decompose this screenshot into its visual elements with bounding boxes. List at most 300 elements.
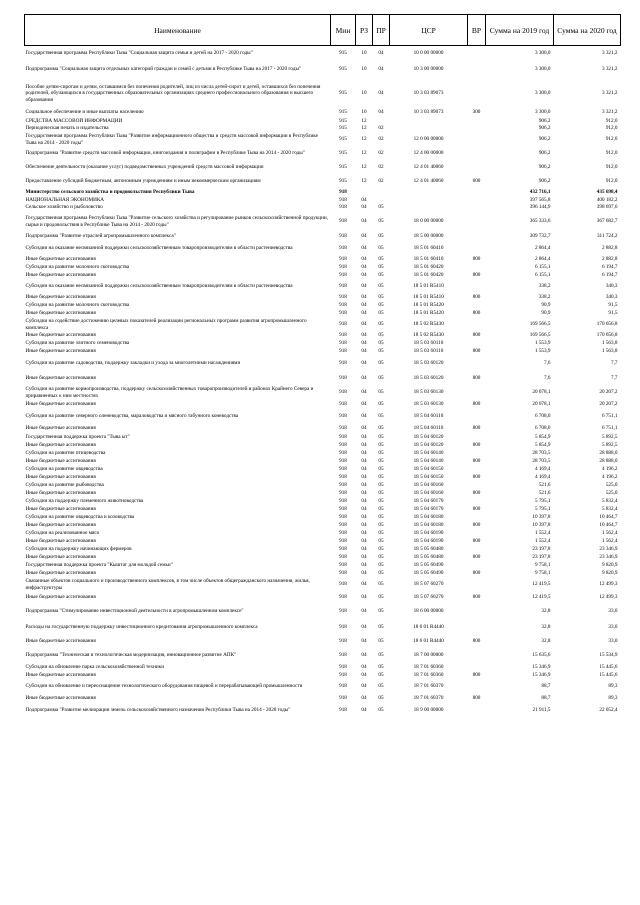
cell-sum-2020: 912,0	[605, 150, 618, 157]
cell-pr	[373, 197, 390, 204]
cell-csr: 18 7 00 00000	[413, 652, 444, 659]
cell-pr: 05	[378, 514, 384, 521]
header-csr: ЦСР	[390, 15, 468, 46]
cell-csr: 18 5 04 60110	[413, 413, 444, 420]
cell-pr: 04	[378, 49, 384, 56]
table-row	[25, 348, 621, 356]
cell-vr: 800	[472, 522, 481, 529]
cell-name: Иные бюджетные ассигнования	[25, 458, 96, 465]
cell-rz: 04	[361, 506, 367, 513]
cell-pr: 05	[378, 466, 384, 473]
cell-min: 918	[339, 283, 347, 290]
table-row	[25, 133, 621, 147]
cell-sum-2020: 10 464,7	[599, 522, 618, 529]
cell-csr: 18 5 07 60270	[413, 594, 444, 601]
cell-rz: 04	[361, 707, 367, 714]
cell-sum-2019: 6 155,1	[534, 272, 551, 279]
cell-vr: 800	[472, 442, 481, 449]
cell-vr	[468, 133, 486, 147]
cell-min: 918	[339, 389, 347, 396]
cell-rz: 04	[361, 401, 367, 408]
cell-vr	[468, 204, 486, 212]
cell-rz: 10	[361, 90, 367, 97]
table-row	[25, 310, 621, 318]
cell-min: 918	[339, 256, 347, 263]
cell-rz: 04	[361, 340, 367, 347]
cell-rz: 04	[361, 546, 367, 553]
cell-pr: 05	[378, 360, 384, 367]
cell-pr: 05	[378, 256, 384, 263]
cell-pr: 05	[378, 683, 384, 690]
cell-name: Субсидии на содействие достижению целевых показателей реализации региональных программ развития агропромышленного комплекса	[25, 318, 307, 331]
table-row	[25, 242, 621, 256]
table-row	[25, 410, 621, 424]
cell-vr	[468, 466, 486, 474]
table-row	[25, 272, 621, 280]
cell-csr: 18 0 00 00000	[413, 218, 444, 225]
cell-min: 918	[339, 425, 347, 432]
cell-vr: 800	[472, 401, 481, 408]
cell-csr: 18 5 04 60150	[413, 474, 444, 481]
cell-vr: 800	[472, 425, 481, 432]
table-row	[25, 636, 621, 648]
table-row	[25, 592, 621, 604]
cell-sum-2020: 3 321,2	[601, 66, 618, 73]
cell-min: 918	[339, 490, 347, 497]
cell-rz: 12	[361, 117, 367, 124]
cell-csr: 18 5 03 60130	[413, 389, 444, 396]
cell-name: Иные бюджетные ассигнования	[25, 638, 96, 645]
cell-pr: 02	[378, 125, 384, 132]
cell-pr: 05	[378, 294, 384, 301]
cell-sum-2019: 396 144,9	[529, 204, 551, 211]
cell-sum-2019: 28 703,5	[532, 458, 551, 465]
cell-sum-2019: 906,2	[538, 150, 551, 157]
cell-vr	[468, 530, 486, 538]
budget-table	[24, 14, 621, 718]
cell-name: Подпрограмма "Социальная защита отдельных категорий граждан и семей с детьми в Республике Тыва на 2017 - 2020 годы"	[25, 66, 302, 73]
cell-pr: 05	[378, 340, 384, 347]
cell-sum-2019: 90,9	[541, 310, 551, 317]
cell-sum-2020: 15 445,6	[599, 672, 618, 679]
cell-name: Субсидии на развитие элитного семеноводства	[25, 340, 130, 347]
cell-sum-2020: 3 321,2	[601, 90, 618, 97]
cell-csr: 18 5 01 R5410	[413, 294, 444, 301]
cell-name: Иные бюджетные ассигнования	[25, 522, 96, 529]
cell-csr: 18 6 01 R4440	[413, 624, 444, 631]
table-row	[25, 672, 621, 680]
cell-min: 915	[339, 178, 347, 185]
cell-pr: 05	[378, 638, 384, 645]
cell-name: Иные бюджетные ассигнования	[25, 332, 96, 339]
table-row	[25, 570, 621, 578]
table-row	[25, 442, 621, 450]
cell-min: 918	[339, 264, 347, 271]
cell-name: Предоставление субсидий бюджетным, автономным учреждениям и иным некоммерческим организациям	[25, 178, 261, 185]
table-row	[25, 372, 621, 386]
cell-sum-2020: 912,0	[605, 125, 618, 132]
cell-sum-2019: 169 566,5	[529, 332, 551, 339]
cell-rz: 04	[361, 375, 367, 382]
table-row	[25, 60, 621, 80]
cell-pr: 04	[378, 66, 384, 73]
cell-name: Субсидии на развитие рыбоводства	[25, 482, 104, 489]
cell-rz: 04	[361, 474, 367, 481]
cell-sum-2019: 15 346,9	[532, 664, 551, 671]
cell-min: 918	[339, 624, 347, 631]
cell-rz: 04	[361, 283, 367, 290]
cell-sum-2020: 912,0	[605, 136, 618, 143]
cell-vr: 800	[472, 538, 481, 545]
cell-vr: 800	[472, 638, 481, 645]
cell-name: Иные бюджетные ассигнования	[25, 294, 96, 301]
cell-vr: 800	[472, 458, 481, 465]
cell-sum-2019: 88,7	[541, 695, 551, 702]
table-row	[25, 434, 621, 442]
cell-vr	[468, 410, 486, 424]
cell-pr: 05	[378, 562, 384, 569]
cell-sum-2019: 32,8	[541, 638, 551, 645]
cell-sum-2020: 912,0	[605, 178, 618, 185]
cell-rz: 04	[361, 360, 367, 367]
cell-min: 918	[339, 360, 347, 367]
cell-min: 918	[339, 506, 347, 513]
cell-vr	[468, 80, 486, 108]
cell-min: 918	[339, 707, 347, 714]
cell-csr	[390, 118, 468, 125]
cell-vr	[468, 482, 486, 490]
cell-rz: 04	[361, 245, 367, 252]
cell-pr: 05	[378, 233, 384, 240]
cell-pr: 05	[378, 272, 384, 279]
cell-pr: 05	[378, 608, 384, 615]
cell-sum-2020: 311 724,2	[596, 233, 618, 240]
cell-name: Субсидии на поддержку начинающих фермеров	[25, 546, 132, 553]
cell-sum-2019: 906,2	[538, 125, 551, 132]
cell-min: 918	[339, 375, 347, 382]
cell-sum-2019: 338,2	[538, 283, 551, 290]
cell-min: 918	[339, 189, 347, 196]
table-row	[25, 458, 621, 466]
cell-pr: 05	[378, 498, 384, 505]
cell-name: Субсидии на развитие северного оленеводства, мараловодства и мясного табунного коневодства	[25, 413, 239, 420]
cell-csr: 18 6 00 00000	[413, 608, 444, 615]
cell-rz: 12	[361, 164, 367, 171]
cell-vr: 600	[472, 178, 481, 185]
cell-rz: 04	[361, 458, 367, 465]
cell-pr: 05	[378, 204, 384, 211]
cell-csr	[390, 189, 468, 197]
cell-min: 915	[339, 66, 347, 73]
cell-min: 918	[339, 594, 347, 601]
table-row	[25, 562, 621, 570]
cell-sum-2020: 89,3	[608, 683, 618, 690]
cell-sum-2020: 912,0	[605, 164, 618, 171]
cell-sum-2020: 6 194,7	[601, 264, 618, 271]
cell-sum-2020: 4 196,2	[601, 466, 618, 473]
cell-min: 918	[339, 302, 347, 309]
cell-sum-2020: 525,0	[605, 482, 618, 489]
cell-csr: 18 5 07 60270	[413, 581, 444, 588]
table-row	[25, 474, 621, 482]
table-row	[25, 648, 621, 664]
cell-csr: 18 5 05 60480	[413, 554, 444, 561]
table-row	[25, 604, 621, 620]
cell-sum-2020: 20 207,2	[599, 389, 618, 396]
table-row	[25, 490, 621, 498]
cell-sum-2019: 309 732,7	[529, 233, 551, 240]
cell-sum-2020: 1 562,4	[601, 530, 618, 537]
cell-sum-2020: 435 698,4	[596, 189, 618, 196]
cell-pr: 05	[378, 302, 384, 309]
cell-sum-2020: 7,7	[611, 360, 618, 367]
cell-vr	[468, 704, 486, 718]
cell-vr: 800	[472, 332, 481, 339]
cell-min: 918	[339, 664, 347, 671]
cell-vr	[468, 161, 486, 175]
cell-min: 918	[339, 474, 347, 481]
cell-csr: 18 5 04 60110	[413, 425, 444, 432]
cell-rz: 04	[361, 294, 367, 301]
cell-name: Иные бюджетные ассигнования	[25, 375, 96, 382]
cell-name: Сельское хозяйство и рыболовство	[25, 204, 103, 211]
cell-min: 918	[339, 466, 347, 473]
cell-pr	[373, 189, 390, 197]
cell-vr: 800	[472, 310, 481, 317]
cell-sum-2019: 10 397,8	[532, 514, 551, 521]
cell-pr: 04	[378, 109, 384, 116]
table-row	[25, 424, 621, 434]
cell-csr: 12 0 00 00000	[413, 136, 444, 143]
cell-min: 915	[339, 164, 347, 171]
cell-pr: 05	[378, 672, 384, 679]
cell-name: Иные бюджетные ассигнования	[25, 442, 96, 449]
cell-csr: 18 5 03 60120	[413, 375, 444, 382]
cell-rz: 04	[361, 442, 367, 449]
cell-vr: 800	[472, 272, 481, 279]
cell-csr	[390, 125, 468, 133]
cell-min: 918	[339, 245, 347, 252]
cell-name: Субсидии на развитие овцеводства и козоводства	[25, 514, 135, 521]
cell-sum-2019: 5 854,9	[534, 442, 551, 449]
cell-name: Субсидии на развитие молочного скотоводства	[25, 302, 130, 309]
cell-pr: 05	[378, 538, 384, 545]
cell-sum-2019: 1 553,9	[534, 348, 551, 355]
cell-vr: 800	[472, 490, 481, 497]
cell-sum-2019: 521,6	[538, 482, 551, 489]
cell-csr: 18 9 00 00000	[413, 707, 444, 714]
cell-name: Государственная программа Республики Тыва "Развитие сельского хозяйства и регулирование рынков сельскохозяйственной продукции, сырья и продовольствия в Республике Тыва на 2014 - 2020 годы"	[25, 215, 328, 228]
cell-rz: 10	[361, 49, 367, 56]
cell-name: Государственная поддержка проекта "Кыштаг для молодой семьи"	[25, 562, 173, 569]
cell-rz: 04	[361, 554, 367, 561]
cell-min: 918	[339, 570, 347, 577]
table-row	[25, 264, 621, 272]
cell-sum-2020: 1 563,8	[601, 348, 618, 355]
cell-vr	[468, 648, 486, 664]
cell-sum-2020: 5 892,5	[601, 442, 618, 449]
cell-vr: 800	[472, 474, 481, 481]
cell-pr: 05	[378, 218, 384, 225]
cell-vr	[468, 302, 486, 310]
cell-pr: 05	[378, 664, 384, 671]
cell-name: Обеспечение деятельности (оказание услуг) подведомственных учреждений средств массовой информации	[25, 164, 264, 171]
cell-csr: 18 5 00 00000	[413, 233, 444, 240]
cell-min: 918	[339, 562, 347, 569]
cell-sum-2020: 5 832,4	[601, 506, 618, 513]
table-row	[25, 506, 621, 514]
cell-csr	[390, 197, 468, 204]
cell-sum-2020: 9 820,9	[601, 562, 618, 569]
cell-name: НАЦИОНАЛЬНАЯ ЭКОНОМИКА	[25, 196, 105, 203]
table-row	[25, 318, 621, 332]
cell-sum-2019: 23 197,8	[532, 554, 551, 561]
cell-sum-2019: 3 300,0	[534, 66, 551, 73]
cell-rz: 04	[361, 264, 367, 271]
cell-pr: 02	[378, 178, 384, 185]
header-sum-2019: Сумма на 2019 год	[486, 15, 554, 46]
cell-sum-2019: 10 397,8	[532, 522, 551, 529]
cell-vr	[468, 242, 486, 256]
cell-csr: 12 4 01 40060	[413, 164, 444, 171]
cell-vr	[468, 147, 486, 161]
cell-vr	[468, 664, 486, 672]
table-row	[25, 466, 621, 474]
table-row	[25, 704, 621, 718]
cell-sum-2019: 20 078,1	[532, 401, 551, 408]
cell-rz: 04	[361, 321, 367, 328]
table-row	[25, 620, 621, 636]
cell-rz: 04	[361, 594, 367, 601]
cell-name: Иные бюджетные ассигнования	[25, 672, 96, 679]
cell-csr: 18 5 05 60490	[413, 562, 444, 569]
cell-rz: 04	[361, 482, 367, 489]
cell-sum-2020: 6 751,1	[601, 425, 618, 432]
table-row	[25, 482, 621, 490]
cell-pr	[373, 118, 390, 125]
cell-name: Социальное обеспечение и иные выплаты населению	[25, 109, 144, 116]
cell-pr: 05	[378, 554, 384, 561]
cell-vr	[468, 434, 486, 442]
cell-sum-2020: 170 656,8	[596, 321, 618, 328]
cell-name: Субсидии на поддержку племенного животноводства	[25, 498, 144, 505]
cell-min: 918	[339, 348, 347, 355]
header-sum-2020: Сумма на 2020 год	[554, 15, 621, 46]
cell-min: 918	[339, 530, 347, 537]
cell-sum-2020: 5 892,5	[601, 434, 618, 441]
table-row	[25, 125, 621, 133]
cell-csr: 18 5 01 R5420	[413, 302, 444, 309]
table-row	[25, 694, 621, 704]
cell-pr: 05	[378, 321, 384, 328]
cell-sum-2019: 7,6	[544, 360, 551, 367]
cell-vr	[468, 232, 486, 242]
cell-name: Подпрограмма "Стимулирование инвестиционной деятельности в агропромышленном комплексе"	[25, 608, 244, 615]
cell-name: СРЕДСТВА МАССОВОЙ ИНФОРМАЦИИ	[25, 117, 123, 124]
cell-min: 918	[339, 638, 347, 645]
cell-sum-2020: 912,0	[605, 117, 618, 124]
cell-name: Иные бюджетные ассигнования	[25, 272, 96, 279]
cell-sum-2020: 367 682,7	[596, 218, 618, 225]
cell-rz: 04	[361, 310, 367, 317]
cell-sum-2020: 170 656,8	[596, 332, 618, 339]
table-row	[25, 498, 621, 506]
table-row	[25, 175, 621, 189]
table-row	[25, 664, 621, 672]
cell-sum-2020: 1 563,8	[601, 340, 618, 347]
cell-vr: 800	[472, 594, 481, 601]
cell-sum-2019: 3 300,0	[534, 109, 551, 116]
cell-name: Иные бюджетные ассигнования	[25, 474, 96, 481]
cell-min: 918	[339, 294, 347, 301]
table-row	[25, 147, 621, 161]
cell-rz: 04	[361, 562, 367, 569]
cell-min: 915	[339, 90, 347, 97]
cell-pr: 05	[378, 695, 384, 702]
cell-csr: 10 0 00 00000	[413, 49, 444, 56]
cell-pr: 05	[378, 283, 384, 290]
cell-rz: 04	[361, 638, 367, 645]
cell-name: Подпрограмма "Развитие средств массовой информации, книгоиздания и полиграфии в Республике Тыва на 2014 - 2020 годы"	[25, 150, 305, 157]
cell-rz: 04	[361, 196, 367, 203]
cell-min: 918	[339, 321, 347, 328]
cell-pr: 04	[378, 90, 384, 97]
cell-pr: 02	[378, 164, 384, 171]
cell-vr	[468, 340, 486, 348]
table-row	[25, 118, 621, 125]
cell-name: Субсидии на обновление парка сельскохозяйственной техники	[25, 664, 164, 671]
cell-sum-2020: 23 346,9	[599, 546, 618, 553]
table-row	[25, 80, 621, 108]
cell-vr: 800	[472, 375, 481, 382]
cell-vr	[468, 118, 486, 125]
cell-min: 918	[339, 442, 347, 449]
table-row	[25, 546, 621, 554]
cell-sum-2020: 400 182,2	[596, 196, 618, 203]
cell-sum-2019: 906,2	[538, 178, 551, 185]
cell-min: 918	[339, 272, 347, 279]
cell-csr: 18 5 04 60150	[413, 466, 444, 473]
cell-sum-2020: 10 464,7	[599, 514, 618, 521]
cell-vr: 800	[472, 570, 481, 577]
cell-sum-2020: 91,5	[608, 310, 618, 317]
cell-vr	[468, 125, 486, 133]
cell-rz: 04	[361, 490, 367, 497]
cell-min: 918	[339, 434, 347, 441]
cell-sum-2020: 5 832,4	[601, 498, 618, 505]
cell-sum-2019: 521,6	[538, 490, 551, 497]
cell-pr: 05	[378, 624, 384, 631]
cell-csr: 18 5 04 60120	[413, 434, 444, 441]
cell-pr: 05	[378, 570, 384, 577]
cell-sum-2020: 15 534,9	[599, 652, 618, 659]
cell-name: Периодическая печать и издательства	[25, 125, 109, 132]
cell-csr: 18 7 01 60370	[413, 683, 444, 690]
cell-vr	[468, 264, 486, 272]
cell-rz: 10	[361, 66, 367, 73]
cell-rz: 04	[361, 450, 367, 457]
cell-sum-2019: 28 703,5	[532, 450, 551, 457]
cell-sum-2019: 9 758,1	[534, 570, 551, 577]
cell-vr	[468, 680, 486, 694]
table-row	[25, 530, 621, 538]
cell-min: 918	[339, 522, 347, 529]
cell-sum-2019: 23 197,8	[532, 546, 551, 553]
cell-min: 918	[339, 498, 347, 505]
table-row	[25, 554, 621, 562]
cell-pr: 05	[378, 375, 384, 382]
cell-pr: 05	[378, 434, 384, 441]
